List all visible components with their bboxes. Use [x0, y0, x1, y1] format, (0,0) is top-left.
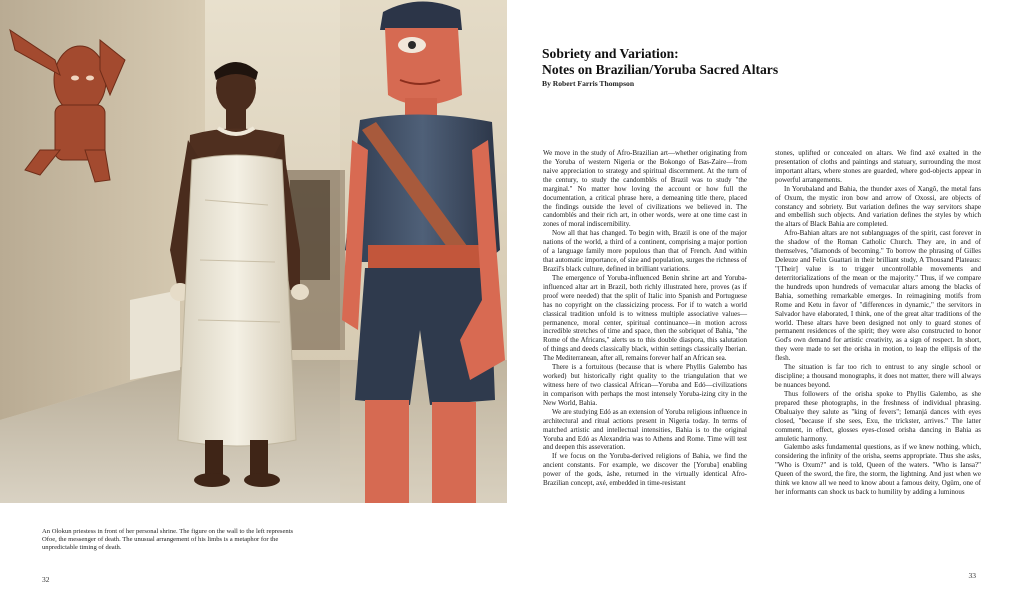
- article-title: [542, 46, 962, 78]
- paragraph: The emergence of Yoruba-influenced Benin shrine art and Yoruba-influenced altar art in Brazil, both richly illustrated here, proves (as if proof were needed) that the split of Italic into Spanish and Portuguese has no copyright on the classicizing process. For if to watch a world classical tradition unfold is to witness multiple associative values—permanence, moral center, spiritual continuance—in motion across incredible stretches of time and space, then the sobriquet of Bahia, "the Rome of the Africans," alerts us to this double diaspora, this salutation of things and deeds classically black, within settings classically Iberian. The Mediterranean, after all, remains forever half an African sea.: [543, 273, 747, 363]
- text-column-2: [775, 149, 981, 497]
- paragraph: If we focus on the Yoruba-derived religions of Bahia, we find the ancient constants. For example, we discover the [Yoruba] enabling power of the gods, àshe, returned in the virtually identical Afro-Brazilian concept, axé, embedded in time-resistant: [543, 452, 747, 488]
- paragraph: We are studying Edó as an extension of Yoruba religious influence in architectural and ritual actions present in Nigeria today. In terms of matched artistic and intellectual intensities, Bahia is to the original Yoruba and Edó as Alexandria was to Athens and Rome. Time will test and deepen this asseveration.: [543, 407, 747, 452]
- priestess-shrine-photograph: [0, 0, 507, 503]
- paragraph: Now all that has changed. To begin with, Brazil is one of the major nations of the world, a third of a continent, comprising a major portion of a language family more populous than that of French. And within that automatic importance, of size and population, surges the richness of Brazil's black culture, defined in brilliant variations.: [543, 229, 747, 273]
- byline: By Robert Farris Thompson: [542, 79, 635, 88]
- paragraph: In Yorubaland and Bahia, the thunder axes of Xangô, the metal fans of Oxum, the mystic iron bow and arrow of Oxossi, are objects of constancy and sobriety. But variation defines the way servitors shape and embellish such objects. And variation defines the styles by which the altars of Black Bahia are completed.: [775, 184, 981, 229]
- paragraph: stones, uplifted or concealed on altars. We find axé exalted in the presentation of cloths and paintings and statuary, surrounding the most important altars, where stones are guarded, where god-objects appear in powerful arrangements.: [775, 149, 981, 184]
- page-number-left: 32: [42, 575, 50, 584]
- text-column-1: [543, 149, 747, 488]
- photo-caption: An Olokun priestess in front of her personal shrine. The figure on the wall to the left represents Ofoe, the messenger of death. The unusual arrangement of his limbs is a metaphor for the unpredictable timing of death.: [42, 528, 294, 552]
- paragraph: Galembo asks fundamental questions, as if we knew nothing, which, considering the infinity of the orisha, seems appropriate. Thus she asks, "Who is Oxum?" and is told, Queen of the waters. "Who is Iansa?" Queen of the sword, the fire, the storm, the lightning. And just when we think we know all we need to know about a famous deity, Ogüm, one of her informants can shock us back to humility by adding a luminous: [775, 443, 981, 497]
- title-line-1: Sobriety and Variation:: [542, 46, 679, 61]
- paragraph: The situation is far too rich to entrust to any single school or discipline; a thousand monographs, it does not matter, there will always be nuances beyond.: [775, 363, 981, 389]
- title-line-2: Notes on Brazilian/Yoruba Sacred Altars: [542, 62, 779, 77]
- photograph-illustration: [0, 0, 507, 503]
- paragraph: There is a fortuitous (because that is where Phyllis Galembo has worked) but historically right quality to the triangulation that we witness here of two classical African—Yoruba and Edó—civilizations in comparison with perhaps the most intensely Yoruba-izing city in the New World, Bahia.: [543, 363, 747, 407]
- page-number-right: 33: [968, 571, 976, 580]
- right-page: [507, 0, 1014, 600]
- paragraph: Afro-Bahian altars are not sublanguages of the spirit, cast forever in the shadow of the Roman Catholic Church. They are, in and of themselves, "diamonds of becoming." To borrow the phrasing of Gilles Deleuze and Felix Guattari in their brilliant study, A Thousand Plateaus: "[Their] value is to trigger uncontrollable movements and deterritorializations of the mean or the majority." Thus, if we compare the hundreds upon hundreds of vernacular altars among the blacks of Bahia, something remarkable emerges. In reimagining motifs from Rome and Ketu in favor of "differences in dynamic," the servitors in Salvador have elaborated, I think, one of the great altar traditions of the world. These altars have been designed not only to guard stones of permanent residences of the spirit; they were also constructed to honor God's own demand for artistic creativity, as a sign of respect. In short, they were made to set the orisha in motion, to leap the ellipsis of the flesh.: [775, 229, 981, 363]
- paragraph: Thus followers of the orisha spoke to Phyllis Galembo, as she prepared these photographs, in the freshness of individual phrasing. Obaluaiye they salute as "king of fevers"; Iemanjá dances with eyes closed, "because if she sees, Exu, the trickster, arrives." The latter comment, in effect, glosses eyes-closed orisha dancing in Bahia as amuletic harmony.: [775, 389, 981, 443]
- paragraph: We move in the study of Afro-Brazilian art—whether originating from the Yoruba of western Nigeria or the Bokongo of Bas-Zaire—from naive appreciation to strategy and spiritual discernment. At the turn of the century, to study the candomblés of Brazil was to study "the marginal." No matter how loving the account or how full the documentation, a critical phrase here, a demeaning title there, placed the findings outside the level of civilizations we believed in. The candomblés and their rich art, in other words, were at one time cast in zones of moral indiscernibility.: [543, 149, 747, 229]
